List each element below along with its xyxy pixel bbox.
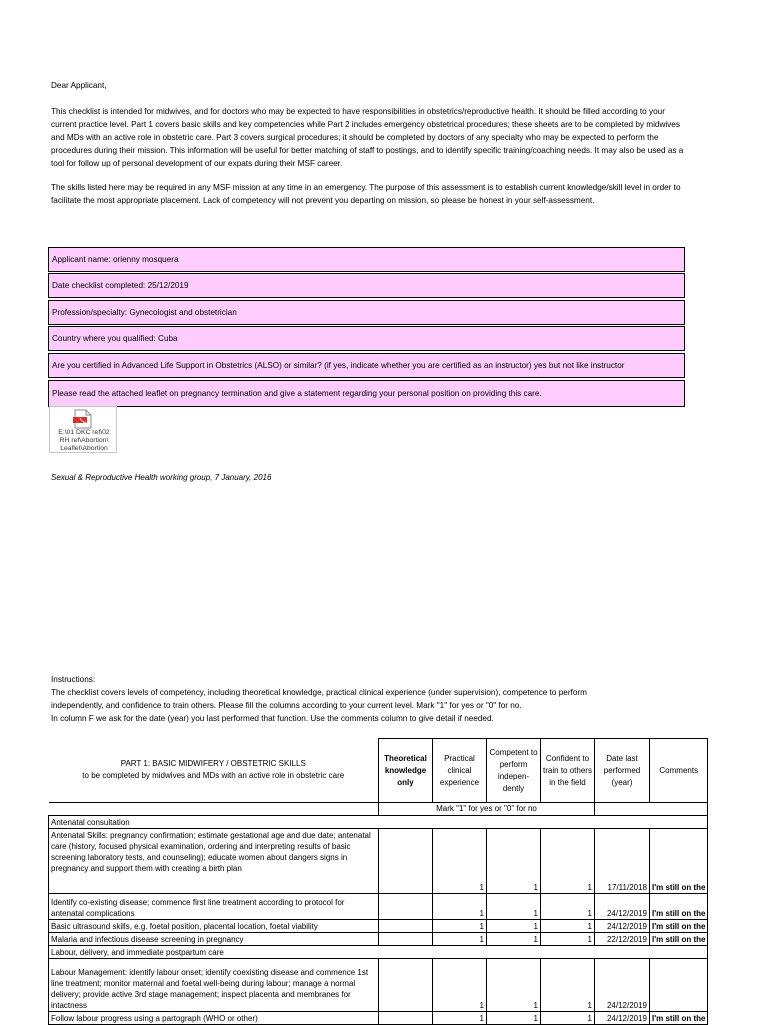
table-row bbox=[49, 829, 708, 894]
competent-cell[interactable]: 1 bbox=[487, 894, 541, 920]
comment-cell[interactable]: I'm still on the bbox=[650, 829, 708, 894]
section-antenatal: Antenatal consultation bbox=[49, 816, 708, 829]
competent-cell[interactable]: 1 bbox=[487, 1012, 541, 1025]
date-cell[interactable]: 22/12/2019 bbox=[595, 933, 650, 946]
theoretical-cell[interactable] bbox=[379, 1012, 433, 1025]
skill-description: Follow labour progress using a partograph (WHO or other) bbox=[49, 1012, 379, 1025]
table-row bbox=[49, 933, 708, 946]
also-certification-field[interactable]: Are you certified in Advanced Life Support in Obstetrics (ALSO) or similar? (if yes, indicate whether you are certified as an instructor) yes but not like instructor bbox=[48, 353, 685, 378]
col-competent: Competent to perform indepen-dently bbox=[487, 739, 541, 803]
instructions-line-2: independently, and confidence to train others. Please fill the columns according to your current level. Mark "1" for yes or "0" for no. bbox=[51, 701, 522, 710]
table-row bbox=[49, 959, 708, 1012]
comment-cell[interactable]: I'm still on the bbox=[650, 1012, 708, 1025]
intro-paragraph-1: This checklist is intended for midwives, and for doctors who may be expected to have responsibilities in obstetrics/reproductive health. It should be filled according to your current practice level. Part 1 covers basic skills and key competencies while Part 2 includes emergency obstetrical procedures; these sheets are to be completed by midwives and MDs with an active role in obstetric care. Part 3 covers surgical procedures; it should be completed by doctors of any specialty who may be expected to perform the procedures during their mission. This information will be useful for better matching of staff to postings, and to identify specific training/coaching needs. It may also be used as a tool for follow up of personal development of our expats during their MSF career. bbox=[51, 107, 684, 168]
profession-field[interactable]: Profession/specialty: Gynecologist and obstetrician bbox=[48, 300, 685, 325]
applicant-name-field[interactable]: Applicant name: orienny mosquera bbox=[48, 247, 685, 272]
col-confident: Confident to train to others in the field bbox=[541, 739, 595, 803]
col-date: Date last performed (year) bbox=[595, 739, 650, 803]
pdf-attachment[interactable] bbox=[49, 406, 117, 453]
date-cell[interactable]: 24/12/2019 bbox=[595, 894, 650, 920]
confident-cell[interactable]: 1 bbox=[541, 829, 595, 894]
part-1-subtitle: to be completed by midwives and MDs with an active role in obstetric care bbox=[82, 771, 345, 781]
competent-cell[interactable]: 1 bbox=[487, 933, 541, 946]
practical-cell[interactable]: 1 bbox=[433, 920, 487, 933]
instructions-line-1: The checklist covers levels of competency, including theoretical knowledge, practical clinical experience (under supervision), competence to perform bbox=[51, 688, 587, 697]
date-cell[interactable]: 17/11/2018 bbox=[595, 829, 650, 894]
confident-cell[interactable]: 1 bbox=[541, 959, 595, 1012]
practical-cell[interactable]: 1 bbox=[433, 959, 487, 1012]
date-cell[interactable]: 24/12/2019 bbox=[595, 1012, 650, 1025]
confident-cell[interactable]: 1 bbox=[541, 933, 595, 946]
skill-description: Malaria and infectious disease screening in pregnancy bbox=[49, 933, 379, 946]
practical-cell[interactable]: 1 bbox=[433, 1012, 487, 1025]
comment-cell[interactable]: I'm still on the bbox=[650, 933, 708, 946]
leaflet-statement-field[interactable]: Please read the attached leaflet on pregnancy termination and give a statement regarding your personal position on providing this care. bbox=[48, 380, 685, 407]
comment-cell[interactable] bbox=[650, 959, 708, 1012]
practical-cell[interactable]: 1 bbox=[433, 933, 487, 946]
part-1-header bbox=[49, 739, 379, 803]
competent-cell[interactable]: 1 bbox=[487, 920, 541, 933]
competent-cell[interactable]: 1 bbox=[487, 959, 541, 1012]
theoretical-cell[interactable] bbox=[379, 959, 433, 1012]
skill-description: Labour Management: identify labour onset; identify coexisting disease and commence 1st line treatment; monitor maternal and foetal well-being during labour; manage a normal delivery; provide active 3rd stage management; inspect placenta and membranes for intactness bbox=[49, 959, 379, 1012]
theoretical-cell[interactable] bbox=[379, 933, 433, 946]
working-group-note: Sexual & Reproductive Health working group, 7 January, 2016 bbox=[51, 473, 272, 482]
instructions-title: Instructions: bbox=[51, 675, 96, 684]
practical-cell[interactable]: 1 bbox=[433, 894, 487, 920]
confident-cell[interactable]: 1 bbox=[541, 894, 595, 920]
mark-note: Mark "1" for yes or "0" for no bbox=[379, 803, 595, 816]
theoretical-cell[interactable] bbox=[379, 829, 433, 894]
skill-description: Antenatal Skills: pregnancy confirmation; estimate gestational age and due date; antenatal care (history, focused physical examination, ordering and interpreting results of basic screening laboratory tests, and counseling); educate women about dangers signs in pregnancy and support them with creating a birth plan bbox=[49, 829, 379, 894]
skill-description: Identify co-existing disease; commence first line treatment according to protocol for antenatal complications bbox=[49, 894, 379, 920]
greeting: Dear Applicant, bbox=[51, 81, 107, 90]
section-labour: Labour, delivery, and immediate postpartum care bbox=[49, 946, 708, 959]
instructions-line-3: In column F we ask for the date (year) you last performed that function. Use the comments column to give detail if needed. bbox=[51, 714, 494, 723]
practical-cell[interactable]: 1 bbox=[433, 829, 487, 894]
date-cell[interactable]: 24/12/2019 bbox=[595, 920, 650, 933]
confident-cell[interactable]: 1 bbox=[541, 1012, 595, 1025]
col-comments: Comments bbox=[650, 739, 708, 803]
confident-cell[interactable]: 1 bbox=[541, 920, 595, 933]
attachment-path-line-2: RH ref\Abortion\ bbox=[59, 437, 109, 444]
pdf-file-icon bbox=[72, 409, 94, 429]
table-row bbox=[49, 894, 708, 920]
date-cell[interactable]: 24/12/2019 bbox=[595, 959, 650, 1012]
col-practical: Practical clinical experience bbox=[433, 739, 487, 803]
col-theoretical: Theoretical knowledge only bbox=[379, 739, 433, 803]
intro-paragraph-2: The skills listed here may be required in any MSF mission at any time in an emergency. The purpose of this assessment is to establish current knowledge/skill level in order to facilitate the most appropriate placement. Lack of competency will not prevent you departing on mission, so please be honest in your self-assessment. bbox=[51, 183, 681, 205]
theoretical-cell[interactable] bbox=[379, 920, 433, 933]
table-row bbox=[49, 1012, 708, 1025]
attachment-path-line-3: Leaflet\Abortion bbox=[60, 445, 108, 452]
country-field[interactable]: Country where you qualified: Cuba bbox=[48, 326, 685, 351]
instructions-body bbox=[51, 686, 711, 725]
competent-cell[interactable]: 1 bbox=[487, 829, 541, 894]
date-completed-field[interactable]: Date checklist completed: 25/12/2019 bbox=[48, 273, 685, 298]
theoretical-cell[interactable] bbox=[379, 894, 433, 920]
mark-note-spacer bbox=[49, 803, 379, 816]
comment-cell[interactable]: I'm still on the bbox=[650, 920, 708, 933]
attachment-path-line-1: E:\01 DKC ref\02 bbox=[58, 429, 110, 436]
table-row bbox=[49, 920, 708, 933]
skill-description: Basic ultrasound skills, e.g. foetal position, placental location, foetal viability bbox=[49, 920, 379, 933]
part-1-title: PART 1: BASIC MIDWIFERY / OBSTETRIC SKILLS bbox=[120, 759, 306, 769]
skills-table bbox=[48, 738, 708, 1025]
mark-note-blank bbox=[595, 803, 708, 816]
comment-cell[interactable]: I'm still on the bbox=[650, 894, 708, 920]
